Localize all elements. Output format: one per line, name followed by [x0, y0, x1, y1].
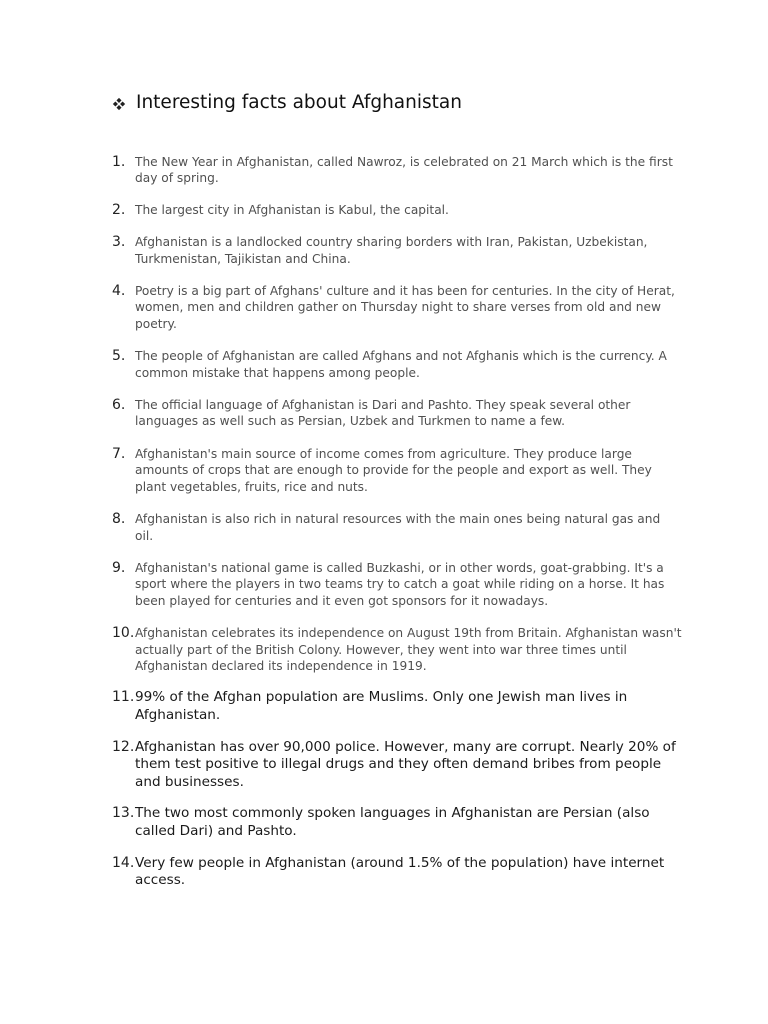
list-item-text: Afghanistan's main source of income comes from agriculture. They produce large amounts of crops that are enough to provide for the people and export as well. They plant vegetables, fruits, rice and nuts. [135, 446, 652, 494]
list-item-text: Afghanistan is also rich in natural resources with the main ones being natural gas and oil. [135, 512, 661, 543]
list-item [112, 625, 682, 674]
list-item-text: The two most commonly spoken languages in Afghanistan are Persian (also called Dari) and Pashto. [135, 805, 650, 839]
list-item-text: Afghanistan is a landlocked country sharing borders with Iran, Pakistan, Uzbekistan, Turkmenistan, Tajikistan and China. [135, 235, 648, 266]
list-item-number: 9. [112, 559, 126, 576]
list-item [112, 234, 682, 267]
list-item-number: 2. [112, 201, 126, 218]
list-item-text: Afghanistan's national game is called Buzkashi, or in other words, goat-grabbing. It's a sport where the players in two teams try to catch a goat while riding on a horse. It has been played for centuries and it even got sponsors for it nowadays. [135, 560, 665, 608]
list-item-number: 10. [112, 625, 135, 642]
document-heading [112, 92, 462, 113]
list-item-text: The official language of Afghanistan is Dari and Pashto. They speak several other languages as well such as Persian, Uzbek and Turkmen to name a few. [135, 398, 631, 429]
list-item-text: Afghanistan has over 90,000 police. However, many are corrupt. Nearly 20% of them test positive to illegal drugs and they often demand bribes from people and businesses. [135, 738, 676, 790]
list-item [112, 154, 682, 187]
list-item-text: The New Year in Afghanistan, called Nawroz, is celebrated on 21 March which is the first day of spring. [135, 155, 673, 186]
diamond-bullet-icon [112, 96, 126, 110]
list-item-number: 13. [112, 805, 135, 822]
list-item-text: The people of Afghanistan are called Afghans and not Afghanis which is the currency. A common mistake that happens among people. [135, 349, 667, 380]
list-item-text: Afghanistan celebrates its independence on August 19th from Britain. Afghanistan wasn't actually part of the British Colony. However, they went into war three times until Afghanistan declared its independence in 1919. [135, 626, 682, 673]
list-item [112, 805, 682, 840]
list-item-text: Very few people in Afghanistan (around 1.5% of the population) have internet access. [135, 854, 665, 889]
list-item-number: 12. [112, 738, 135, 755]
list-item-number: 11. [112, 689, 135, 706]
list-item-number: 4. [112, 283, 126, 300]
list-item [112, 739, 682, 792]
list-item-number: 7. [112, 445, 126, 462]
list-item-number: 14. [112, 854, 135, 871]
list-item [112, 348, 682, 381]
list-item-number: 5. [112, 348, 126, 365]
page-title: Interesting facts about Afghanistan [136, 92, 462, 113]
list-item [112, 283, 682, 332]
list-item-text: 99% of the Afghan population are Muslims. Only one Jewish man lives in Afghanistan. [135, 689, 628, 723]
facts-list [112, 154, 682, 890]
list-item-text: Poetry is a big part of Afghans' culture and it has been for centuries. In the city of Herat, women, men and children gather on Thursday night to share verses from old and new poetry. [135, 284, 675, 331]
list-item [112, 397, 682, 430]
list-item-number: 1. [112, 154, 126, 170]
list-item [112, 511, 682, 544]
list-item [112, 446, 682, 495]
list-item [112, 560, 682, 609]
list-item-text: The largest city in Afghanistan is Kabul, the capital. [135, 202, 449, 217]
list-item [112, 202, 682, 218]
list-item [112, 855, 682, 890]
list-item-number: 6. [112, 397, 126, 414]
list-item-number: 8. [112, 511, 126, 528]
list-item-number: 3. [112, 234, 126, 251]
list-item [112, 689, 682, 724]
